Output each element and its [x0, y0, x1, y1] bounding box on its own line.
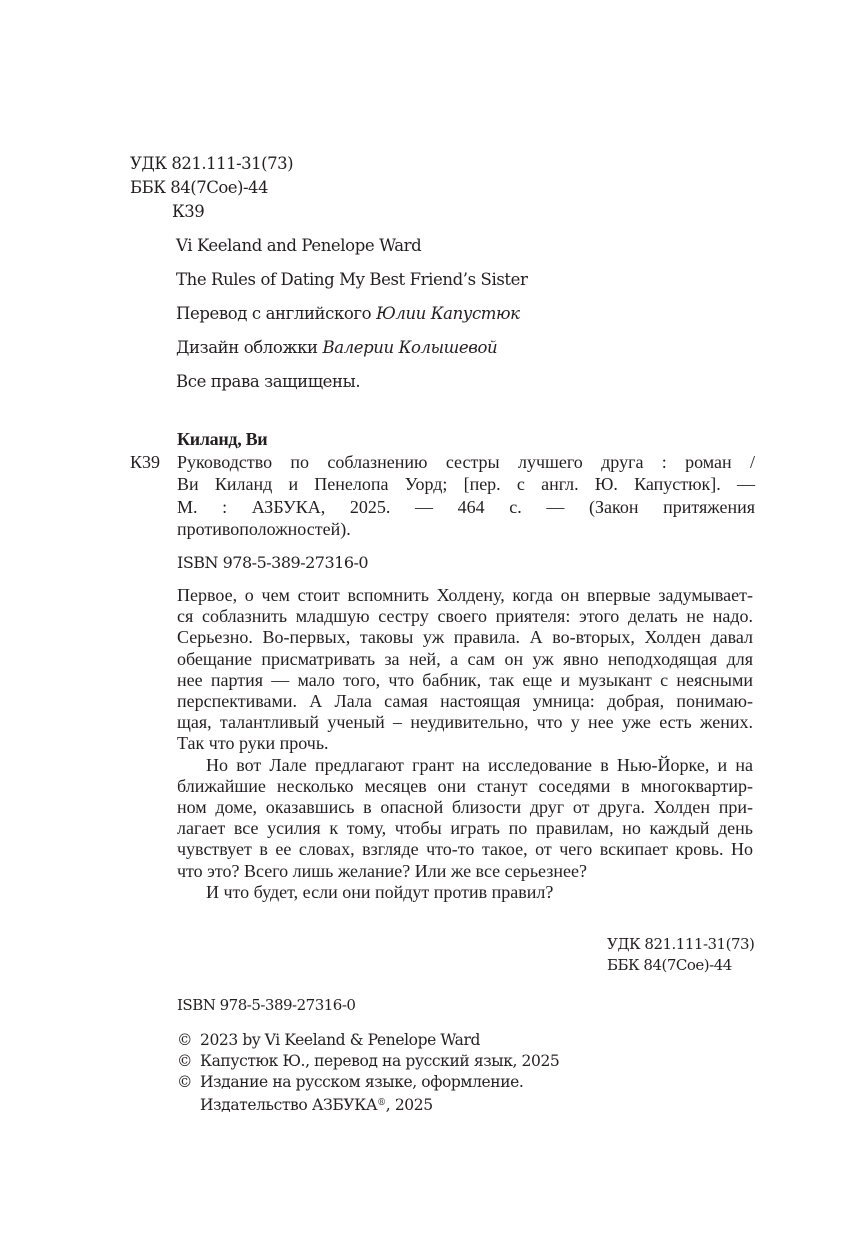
annotation-line: ближайшие несколько месяцев они станут соседями в многоквартир-	[177, 775, 753, 796]
copyright-line	[177, 1072, 559, 1093]
annotation-line: чувствует в ее словах, взгляде что-то такое, от чего вскипает кровь. Но	[177, 839, 753, 860]
credits-block	[176, 234, 528, 404]
rights-notice: Все права защищены.	[176, 372, 361, 391]
annotation-line: что это? Всего лишь желание? Или же все серьезнее?	[177, 860, 587, 881]
catalog-description-line: Руководство по соблазнению сестры лучшего друга : роман /	[177, 451, 755, 472]
translation-credit	[176, 302, 528, 336]
catalog-description-line: противоположностей).	[177, 519, 351, 539]
catalog-description-line: Ви Киланд и Пенелопа Уорд; [пер. с англ. Ю. Капустюк]. —	[177, 474, 755, 494]
original-title: The Rules of Dating My Best Friend’s Sister	[176, 270, 528, 289]
catalog-entry	[130, 451, 755, 541]
udk-code-bottom: УДК 821.111-31(73)	[607, 935, 755, 953]
catalog-card	[130, 428, 755, 541]
annotation-line: ся соблазнить младшую сестру своего приятеля: этого делать не надо.	[177, 606, 753, 627]
annotation-line: Но вот Лале предлагают грант на исследование в Нью-Йорке, и на	[206, 754, 753, 775]
classification-index-bottom	[607, 934, 754, 976]
copyright-icon: ©	[177, 1073, 193, 1091]
copyright-text: Капустюк Ю., перевод на русский язык, 2025	[200, 1052, 560, 1070]
annotation-line: обещание присматривать за ней, а сам он уж явно неподходящая для	[177, 648, 753, 669]
annotation-line: Так что руки прочь.	[177, 733, 329, 754]
annotation-line: перспективами. А Лала самая настоящая умница: добрая, понимаю-	[177, 691, 753, 712]
original-authors: Vi Keeland and Penelope Ward	[176, 236, 422, 255]
copyright-line	[177, 1051, 559, 1072]
cover-label: Дизайн обложки	[176, 338, 323, 357]
cover-design-credit	[176, 336, 528, 370]
copyright-line	[177, 1030, 559, 1051]
publisher-line	[177, 1093, 559, 1116]
copyright-text: Издание на русском языке, оформление.	[200, 1073, 524, 1091]
translation-label: Перевод с английского	[176, 304, 377, 323]
catalog-description-line: М. : АЗБУКА, 2025. — 464 с. — (Закон притяжения	[177, 496, 755, 517]
annotation-line: ном доме, оказавшись в опасной близости друг от друга. Холден при-	[177, 797, 753, 818]
annotation-line: лагает все усилия к тому, чтобы играть по правилам, но каждый день	[177, 818, 753, 839]
isbn-bottom: ISBN 978-5-389-27316-0	[177, 996, 356, 1014]
publisher-year: , 2025	[385, 1096, 433, 1114]
catalog-description	[177, 451, 755, 541]
annotation	[177, 585, 753, 903]
bbk-code: ББК 84(7Сое)-44	[130, 178, 269, 197]
annotation-line: щая, талантливый ученый – неудивительно, что у нее уже есть жених.	[177, 712, 753, 733]
copyright-icon: ©	[177, 1031, 193, 1049]
classification-index-top	[130, 152, 293, 224]
copyright-icon: ©	[177, 1052, 193, 1070]
author-mark: К39	[172, 202, 205, 221]
annotation-line: Серьезно. Во-первых, таковы уж правила. А во-вторых, Холден давал	[177, 627, 753, 648]
cover-designer-name: Валерии Колышевой	[322, 338, 498, 357]
bbk-code-bottom: ББК 84(7Сое)-44	[607, 956, 732, 974]
translator-name: Юлии Капустюк	[376, 304, 520, 323]
udk-code: УДК 821.111-31(73)	[130, 154, 294, 173]
annotation-line: нее партия — мало того, что бабник, так еще и музыкант с неясными	[177, 669, 753, 690]
catalog-author-heading: Киланд, Ви	[177, 429, 268, 449]
copyright-block	[177, 1030, 559, 1116]
publisher-name: Издательство АЗБУКА	[200, 1096, 378, 1114]
catalog-author-mark: К39	[130, 451, 161, 472]
copyright-text: 2023 by Vi Keeland & Penelope Ward	[200, 1031, 480, 1049]
catalog-isbn: ISBN 978-5-389-27316-0	[177, 553, 369, 572]
annotation-line: И что будет, если они пойдут против правил?	[206, 881, 554, 902]
registered-trademark-icon: ®	[377, 1098, 386, 1108]
annotation-line: Первое, о чем стоит вспомнить Холдену, когда он впервые задумывает-	[177, 585, 753, 605]
